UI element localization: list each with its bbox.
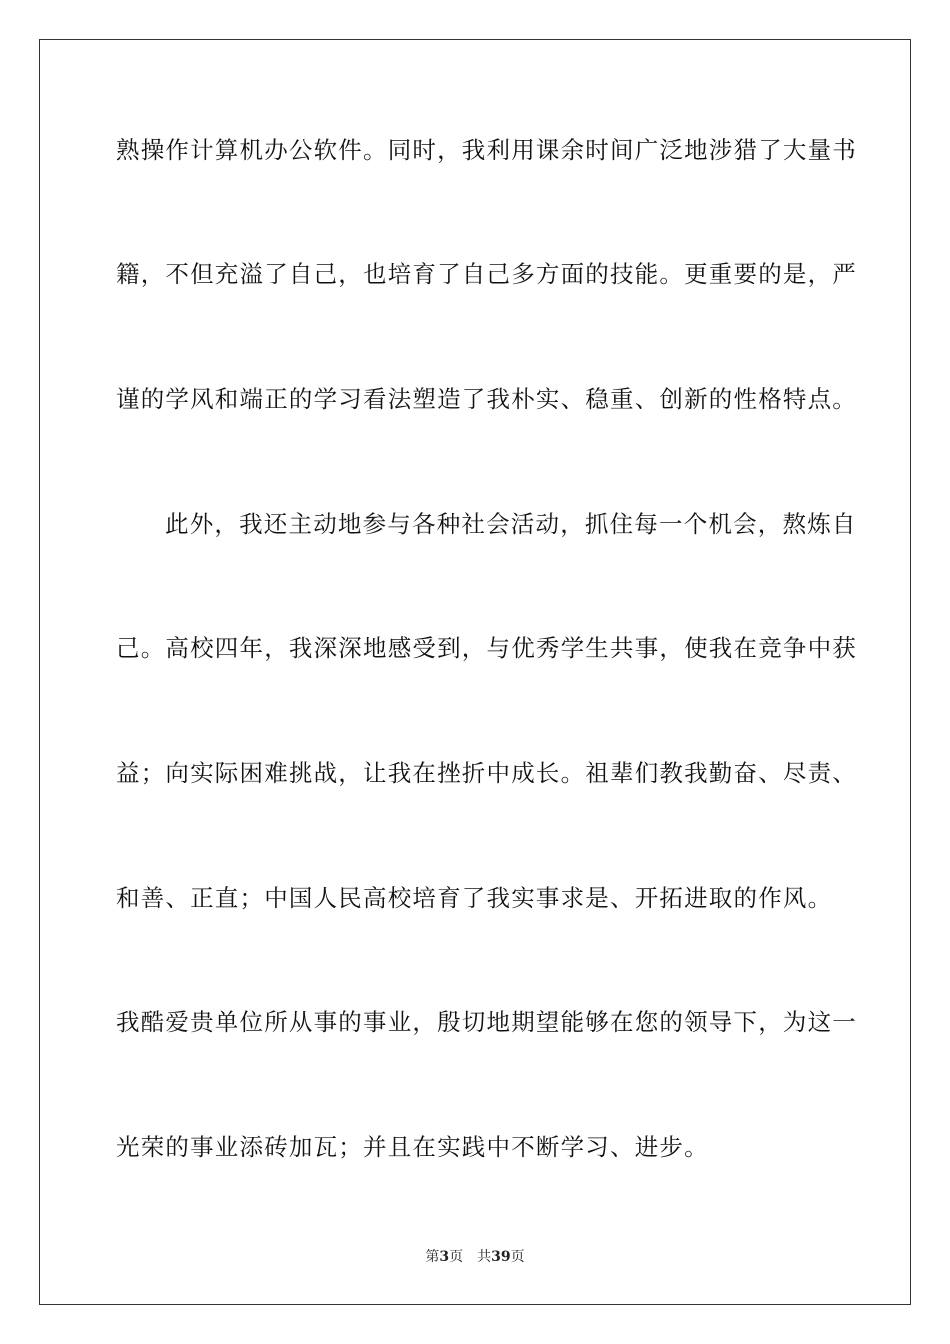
total-prefix: 共 [477,1249,492,1265]
text-line-7: 和善、正直；中国人民高校培育了我实事求是、开拓进取的作风。 [116,884,833,912]
text-line-9: 光荣的事业添砖加瓦；并且在实践中不断学习、进步。 [116,1133,709,1161]
page-current: 3 [439,1249,450,1265]
page-total: 39 [491,1249,511,1265]
page-suffix: 页 [449,1249,464,1265]
total-suffix: 页 [510,1249,525,1265]
text-line-8: 我酷爱贵单位所从事的事业，殷切地期望能够在您的领导下，为这一 [116,1008,857,1036]
text-line-4: 此外，我还主动地参与各种社会活动，抓住每一个机会，熬炼自 [165,510,857,538]
text-line-2: 籍，不但充溢了自己，也培育了自己多方面的技能。更重要的是，严 [116,260,857,288]
text-line-1: 熟操作计算机办公软件。同时，我利用课余时间广泛地涉猎了大量书 [116,136,857,164]
page-border [39,39,911,1305]
page-prefix: 第 [425,1249,440,1265]
text-line-5: 己。高校四年，我深深地感受到，与优秀学生共事，使我在竞争中获 [116,634,857,662]
text-line-6: 益；向实际困难挑战，让我在挫折中成长。祖辈们教我勤奋、尽责、 [116,759,857,787]
text-line-3: 谨的学风和端正的学习看法塑造了我朴实、稳重、创新的性格特点。 [116,385,857,413]
page-footer [0,1248,950,1266]
